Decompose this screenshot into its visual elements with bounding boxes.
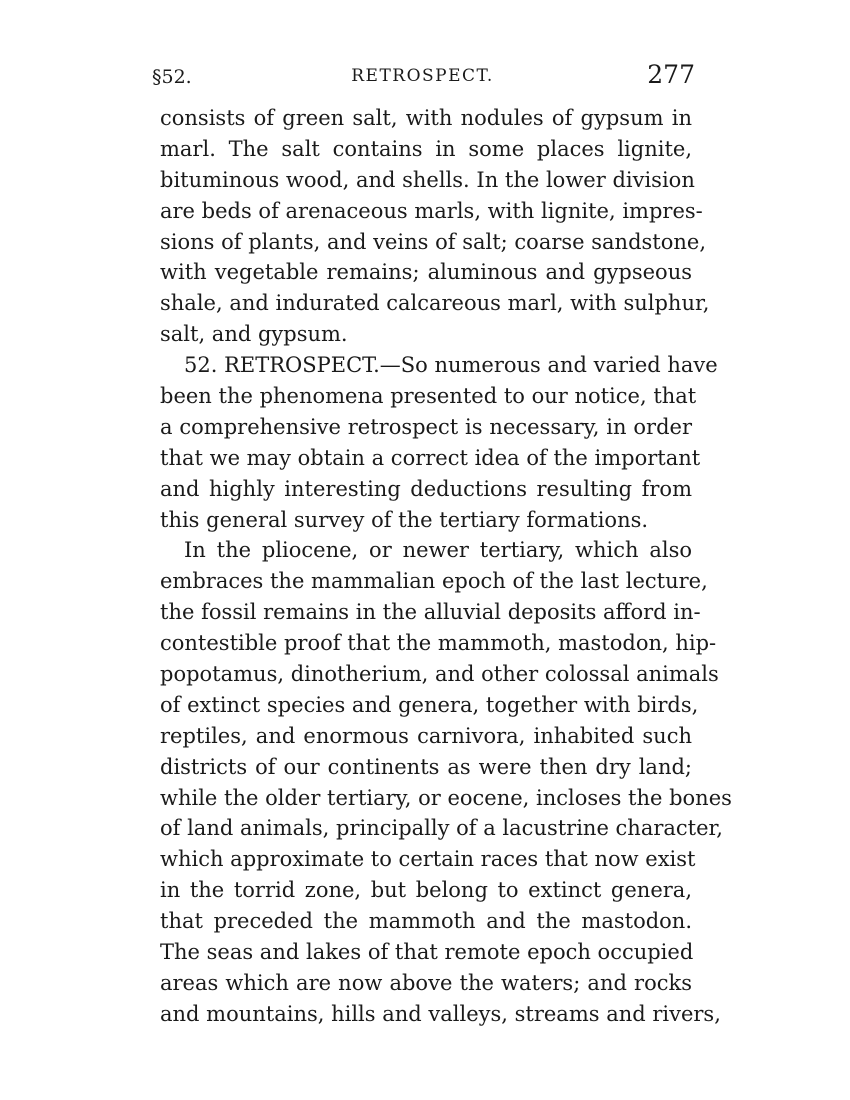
text-line: bituminous wood, and shells. In the lower division xyxy=(160,167,695,192)
text-line: sions of plants, and veins of salt; coarse sandstone, xyxy=(160,229,707,254)
text-line: that we may obtain a correct idea of the important xyxy=(160,445,701,470)
text-line: shale, and indurated calcareous marl, with sulphur, xyxy=(160,291,710,316)
text-line: in the torrid zone, but belong to extinct genera, xyxy=(160,878,692,903)
text-line: a comprehensive retrospect is necessary, in order xyxy=(160,414,692,439)
text-line: districts of our continents as were then dry land; xyxy=(160,754,692,779)
body-text xyxy=(160,103,732,1030)
running-header xyxy=(150,60,695,92)
paragraph-start-line: In the pliocene, or newer tertiary, which also xyxy=(184,538,692,563)
page-number: 277 xyxy=(647,60,695,89)
text-line: that preceded the mammoth and the mastodon. xyxy=(160,909,692,934)
text-line: contestible proof that the mammoth, mastodon, hip- xyxy=(160,631,717,656)
running-title: RETROSPECT. xyxy=(351,66,494,86)
text-line: reptiles, and enormous carnivora, inhabited such xyxy=(160,723,692,748)
paragraph-end-line: this general survey of the tertiary formations. xyxy=(160,507,649,532)
text-line: been the phenomena presented to our notice, that xyxy=(160,384,697,409)
text-line: of land animals, principally of a lacustrine character, xyxy=(160,816,723,841)
text-line: marl. The salt contains in some places lignite, xyxy=(160,136,692,161)
paragraph-end-line: salt, and gypsum. xyxy=(160,322,348,347)
text-line: of extinct species and genera, together with birds, xyxy=(160,692,699,717)
text-line: consists of green salt, with nodules of gypsum in xyxy=(160,106,692,130)
text-line: embraces the mammalian epoch of the last lecture, xyxy=(160,569,708,594)
section-heading-line: 52. RETROSPECT.—So numerous and varied have xyxy=(184,353,718,378)
text-line: areas which are now above the waters; and rocks xyxy=(160,970,692,995)
text-line: and highly interesting deductions resulting from xyxy=(160,476,692,501)
text-line: the fossil remains in the alluvial deposits afford in- xyxy=(160,600,701,625)
text-line: which approximate to certain races that now exist xyxy=(160,847,696,872)
section-number: §52. xyxy=(152,66,192,88)
text-line: The seas and lakes of that remote epoch occupied xyxy=(160,940,694,965)
text-line: with vegetable remains; aluminous and gypseous xyxy=(160,260,692,285)
text-line: are beds of arenaceous marls, with lignite, impres- xyxy=(160,198,703,223)
text-line: popotamus, dinotherium, and other colossal animals xyxy=(160,662,719,687)
text-line: and mountains, hills and valleys, streams and rivers, xyxy=(160,1001,721,1026)
text-line: while the older tertiary, or eocene, incloses the bones xyxy=(160,785,732,810)
